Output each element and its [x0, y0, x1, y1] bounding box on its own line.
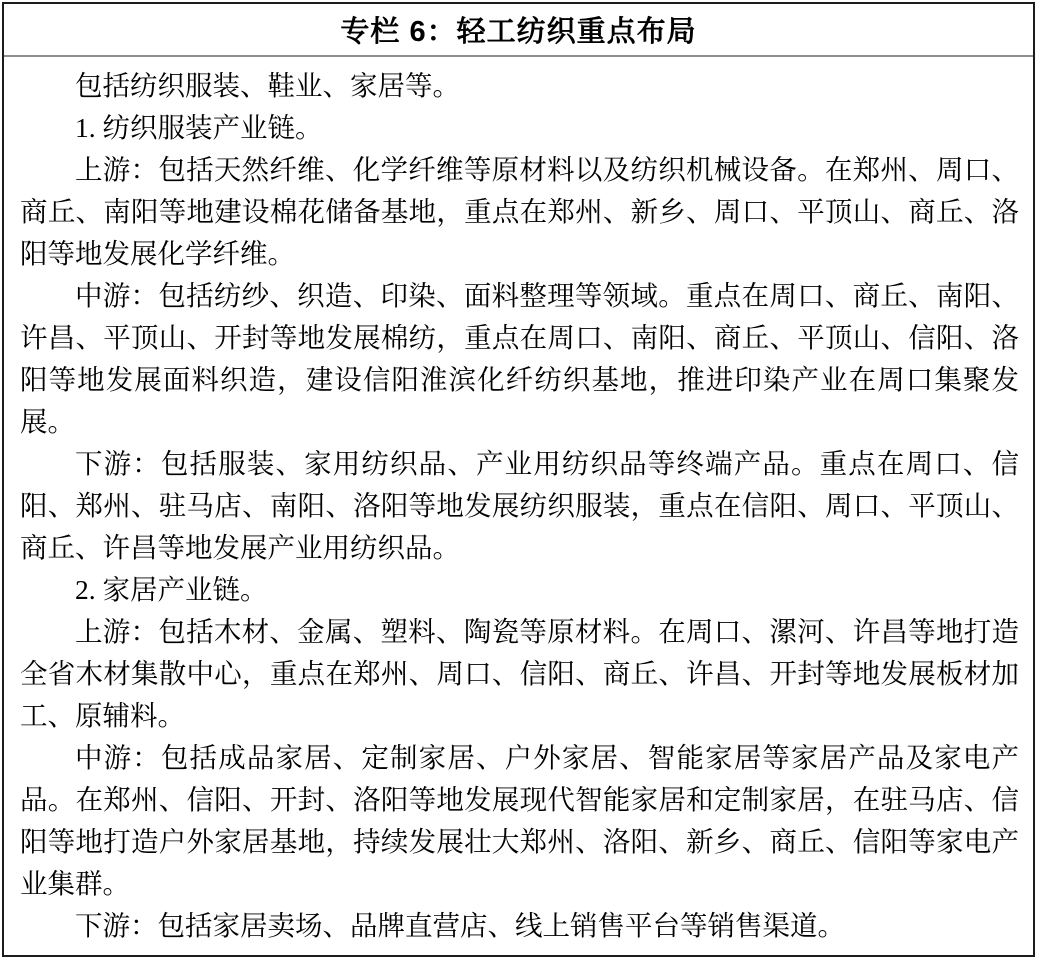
column-box-body	[4, 57, 1033, 955]
paragraph-chain2-downstream: 下游：包括家居卖场、品牌直营店、线上销售平台等销售渠道。	[75, 910, 845, 941]
paragraph-chain1-downstream: 下游：包括服装、家用纺织品、产业用纺织品等终端产品。重点在周口、信阳、郑州、驻马店、南阳、洛阳等地发展纺织服装，重点在信阳、周口、平顶山、商丘、许昌等地发展产业用纺织品。	[20, 448, 1019, 563]
paragraph-chain1-heading: 1. 纺织服装产业链。	[75, 112, 323, 143]
paragraph-chain2-midstream: 中游：包括成品家居、定制家居、户外家居、智能家居等家居产品及家电产品。在郑州、信阳、开封、洛阳等地发展现代智能家居和定制家居，在驻马店、信阳等地打造户外家居基地，持续发展壮大郑州、洛阳、新乡、商丘、信阳等家电产业集群。	[20, 742, 1019, 899]
paragraph-intro: 包括纺织服装、鞋业、家居等。	[75, 70, 460, 101]
paragraph-chain1-upstream: 上游：包括天然纤维、化学纤维等原材料以及纺织机械设备。在郑州、周口、商丘、南阳等地建设棉花储备基地，重点在郑州、新乡、周口、平顶山、商丘、洛阳等地发展化学纤维。	[20, 154, 1019, 269]
column-box-header	[4, 4, 1033, 57]
paragraph-chain2-heading: 2. 家居产业链。	[75, 574, 268, 605]
paragraph-chain2-upstream: 上游：包括木材、金属、塑料、陶瓷等原材料。在周口、漯河、许昌等地打造全省木材集散中心，重点在郑州、周口、信阳、商丘、许昌、开封等地发展板材加工、原辅料。	[20, 616, 1019, 731]
column-box	[2, 2, 1035, 957]
column-box-title: 专栏 6：轻工纺织重点布局	[340, 16, 697, 48]
paragraph-chain1-midstream: 中游：包括纺纱、织造、印染、面料整理等领域。重点在周口、商丘、南阳、许昌、平顶山、开封等地发展棉纺，重点在周口、南阳、商丘、平顶山、信阳、洛阳等地发展面料织造，建设信阳淮滨化纤纺织基地，推进印染产业在周口集聚发展。	[20, 280, 1019, 437]
